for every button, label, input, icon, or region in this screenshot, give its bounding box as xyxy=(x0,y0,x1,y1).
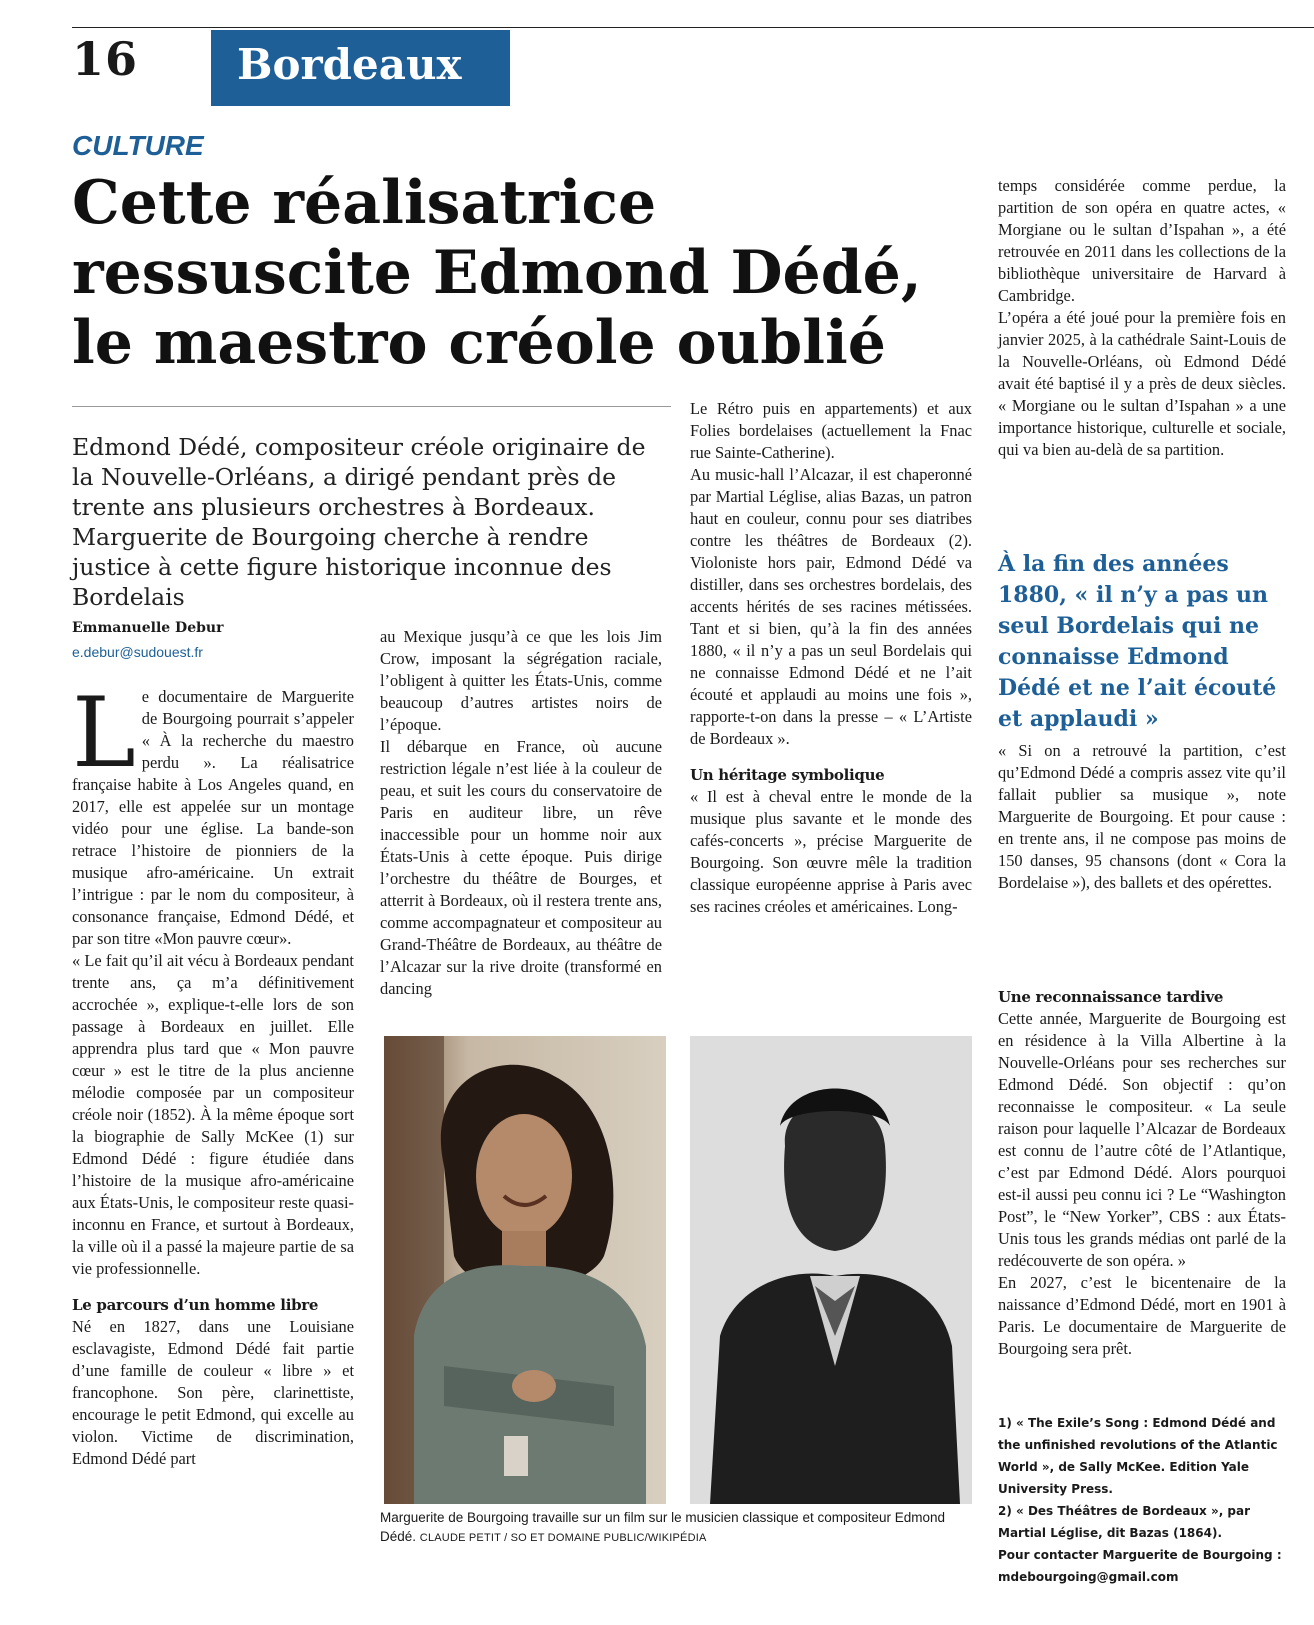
kicker: CULTURE xyxy=(72,130,204,161)
paragraph: L’opéra a été joué pour la première fois en janvier 2025, à la cathédrale Saint-Louis de la Nouvelle-Orléans, où Edmond Dédé avait été baptisé il y a près de deux siècles. « Morgiane ou le sultan d’Ispahan » a une importance historique, culturelle et sociale, qui va bien au-delà de sa partition. xyxy=(998,308,1286,459)
paragraph: Cette année, Marguerite de Bourgoing est en résidence à la Villa Albertine à la Nouvelle-Orléans pour ses recherches sur Edmond Dédé. Son objectif : qu’on reconnaisse le compositeur. « La seule raison pour laquelle l’Alcazar de Bordeaux est connu de l’autre côté de l’Atlantique, c’est par Edmond Dédé. Alors pourquoi est-il aussi peu connu ici ? Le “Washington Post”, le “New Yorker”, CBS : aux États-Unis tous les grands médias ont parlé de la redécouverte de son opéra. » xyxy=(998,1009,1286,1270)
subheading: Un héritage symbolique xyxy=(690,766,885,784)
section-tab xyxy=(211,30,510,106)
paragraph: Né en 1827, dans une Louisiane esclavagiste, Edmond Dédé fait partie d’une famille de couleur « libre » et francophone. Son père, clarinettiste, encourage le petit Edmond, qui excelle au violon. Victime de discrimination, Edmond Dédé part xyxy=(72,1317,354,1468)
photo-edmond-dede xyxy=(690,1036,972,1504)
body-column-4-bottom xyxy=(998,972,1286,1360)
footnotes xyxy=(998,1412,1298,1588)
paragraph: « Le fait qu’il ait vécu à Bordeaux pendant trente ans, ça m’a définitivement accrochée », explique-t-elle lors de son passage à Bordeaux en juillet. Elle apprendra plus tard que « Mon pauvre cœur » est le titre de la plus ancienne mélodie composée par un compositeur créole noir (1852). À la même époque sort la biographie de Sally McKee (1) sur Edmond Dédé : figure étudiée dans l’histoire de la musique afro-américaine aux États-Unis, le compositeur reste quasi-inconnu en France, et surtout à Bordeaux, la ville où il a passé la majeure partie de sa vie professionnelle. xyxy=(72,951,354,1278)
headline-line-1: Cette réalisatrice xyxy=(72,168,657,238)
footnote: 1) « The Exile’s Song : Edmond Dédé and the unfinished revolutions of the Atlantic World », de Sally McKee. Edition Yale University Press. xyxy=(998,1416,1278,1496)
body-column-4-middle xyxy=(998,740,1286,894)
section-label: Bordeaux xyxy=(237,40,462,89)
portrait-illustration xyxy=(690,1036,972,1504)
contact-note: Pour contacter Marguerite de Bourgoing : mdebourgoing@gmail.com xyxy=(998,1548,1282,1584)
drop-cap: L xyxy=(72,677,136,789)
body-column-1 xyxy=(72,677,354,1470)
paragraph: « Si on a retrouvé la partition, c’est qu’Edmond Dédé a compris assez vite qu’il fallait publier sa musique », note Marguerite de Bourgoing. Et pour cause : en trente ans, il ne compose pas moins de 150 danses, 95 chansons (dont « Cora la Bordelaise »), des ballets et des opérettes. xyxy=(998,741,1286,892)
author-email[interactable]: e.debur@sudouest.fr xyxy=(72,644,203,660)
headline-line-2: ressuscite Edmond Dédé, xyxy=(72,238,922,308)
paragraph: Le Rétro puis en appartements) et aux Folies bordelaises (actuellement la Fnac rue Sainte-Catherine). xyxy=(690,399,972,462)
lede: Edmond Dédé, compositeur créole originaire de la Nouvelle-Orléans, a dirigé pendant près de trente ans plusieurs orchestres à Bordeaux. Marguerite de Bourgoing cherche à rendre justice à cette figure historique inconnue des Bordelais xyxy=(72,433,646,611)
body-column-3 xyxy=(690,398,972,918)
top-rule xyxy=(72,27,1314,28)
paragraph: Au music-hall l’Alcazar, il est chaperonné par Martial Léglise, alias Bazas, un patron haut en couleur, connu pour ses diatribes contre les théâtres de Bordeaux (2). Violoniste hors pair, Edmond Dédé va distiller, dans ses orchestres bordelais, des accents hérités de ses racines métissées. Tant et si bien, qu’à la fin des années 1880, « il n’y a pas un seul Bordelais qui ne connaisse Edmond Dédé et ne l’ait écouté et applaudi au moins une fois », rapporte-t-on dans la presse – « L’Artiste de Bordeaux ». xyxy=(690,465,972,748)
paragraph xyxy=(72,677,354,950)
footnote: 2) « Des Théâtres de Bordeaux », par Martial Léglise, dit Bazas (1864). xyxy=(998,1504,1251,1540)
divider xyxy=(72,406,671,407)
body-column-4-top xyxy=(998,175,1286,461)
paragraph-text: e documentaire de Marguerite de Bourgoing pourrait s’appeler « À la recherche du maestro perdu ». La réalisatrice française habite à Los Angeles quand, en 2017, elle est appelée sur un montage vidéo pour une église. La bande-son retrace l’histoire de pionniers de la musique afro-américaine. Un extrait l’intrigue : par le nom du compositeur, à consonance française, Edmond Dédé, et par son titre «Mon pauvre cœur». xyxy=(72,687,354,948)
headline xyxy=(72,168,977,378)
paragraph: En 2027, c’est le bicentenaire de la naissance d’Edmond Dédé, mort en 1901 à Paris. Le documentaire de Marguerite de Bourgoing sera prêt. xyxy=(998,1273,1286,1358)
caption-text: Marguerite de Bourgoing travaille sur un film sur le musicien classique et compositeur Edmond Dédé. xyxy=(380,1510,946,1544)
subheading: Le parcours d’un homme libre xyxy=(72,1296,319,1314)
photo-marguerite-de-bourgoing xyxy=(384,1036,666,1504)
body-column-2 xyxy=(380,626,662,1000)
paragraph: Il débarque en France, où aucune restriction légale n’est liée à la couleur de peau, et suit les cours du conservatoire de Paris en auditeur libre, un rêve inaccessible pour un homme noir aux États-Unis à cette époque. Puis dirige l’orchestre du théâtre de Bourges, et atterrit à Bordeaux, où il restera trente ans, comme accompagnateur et compositeur au Grand-Théâtre de Bordeaux, au théâtre de l’Alcazar sur la rive droite (transformé en dancing xyxy=(380,737,662,998)
photo-caption xyxy=(380,1508,980,1548)
paragraph: « Il est à cheval entre le monde de la musique plus savante et le monde des cafés-concerts », précise Marguerite de Bourgoing. Son œuvre mêle la tradition classique européenne apprise à Paris avec ses racines créoles et américaines. Long- xyxy=(690,787,972,916)
author-name: Emmanuelle Debur xyxy=(72,620,224,636)
headline-line-3: le maestro créole oublié xyxy=(72,308,886,378)
paragraph: temps considérée comme perdue, la partition de son opéra en quatre actes, « Morgiane ou le sultan d’Ispahan », a été retrouvée en 2011 dans les collections de la bibliothèque universitaire de Harvard à Cambridge. xyxy=(998,176,1286,305)
subheading: Une reconnaissance tardive xyxy=(998,988,1224,1006)
photo-credit: CLAUDE PETIT / SO ET DOMAINE PUBLIC/WIKIPÉDIA xyxy=(419,1532,707,1544)
pull-quote: À la fin des années 1880, « il n’y a pas un seul Bordelais qui ne connaisse Edmond Dédé et ne l’ait écouté et applaudi » xyxy=(998,551,1277,732)
page-number: 16 xyxy=(72,32,139,86)
paragraph: au Mexique jusqu’à ce que les lois Jim Crow, imposant la ségrégation raciale, l’obligent à quitter les États-Unis, comme beaucoup d’autres artistes noirs de l’époque. xyxy=(380,627,662,734)
portrait-illustration xyxy=(384,1036,666,1504)
